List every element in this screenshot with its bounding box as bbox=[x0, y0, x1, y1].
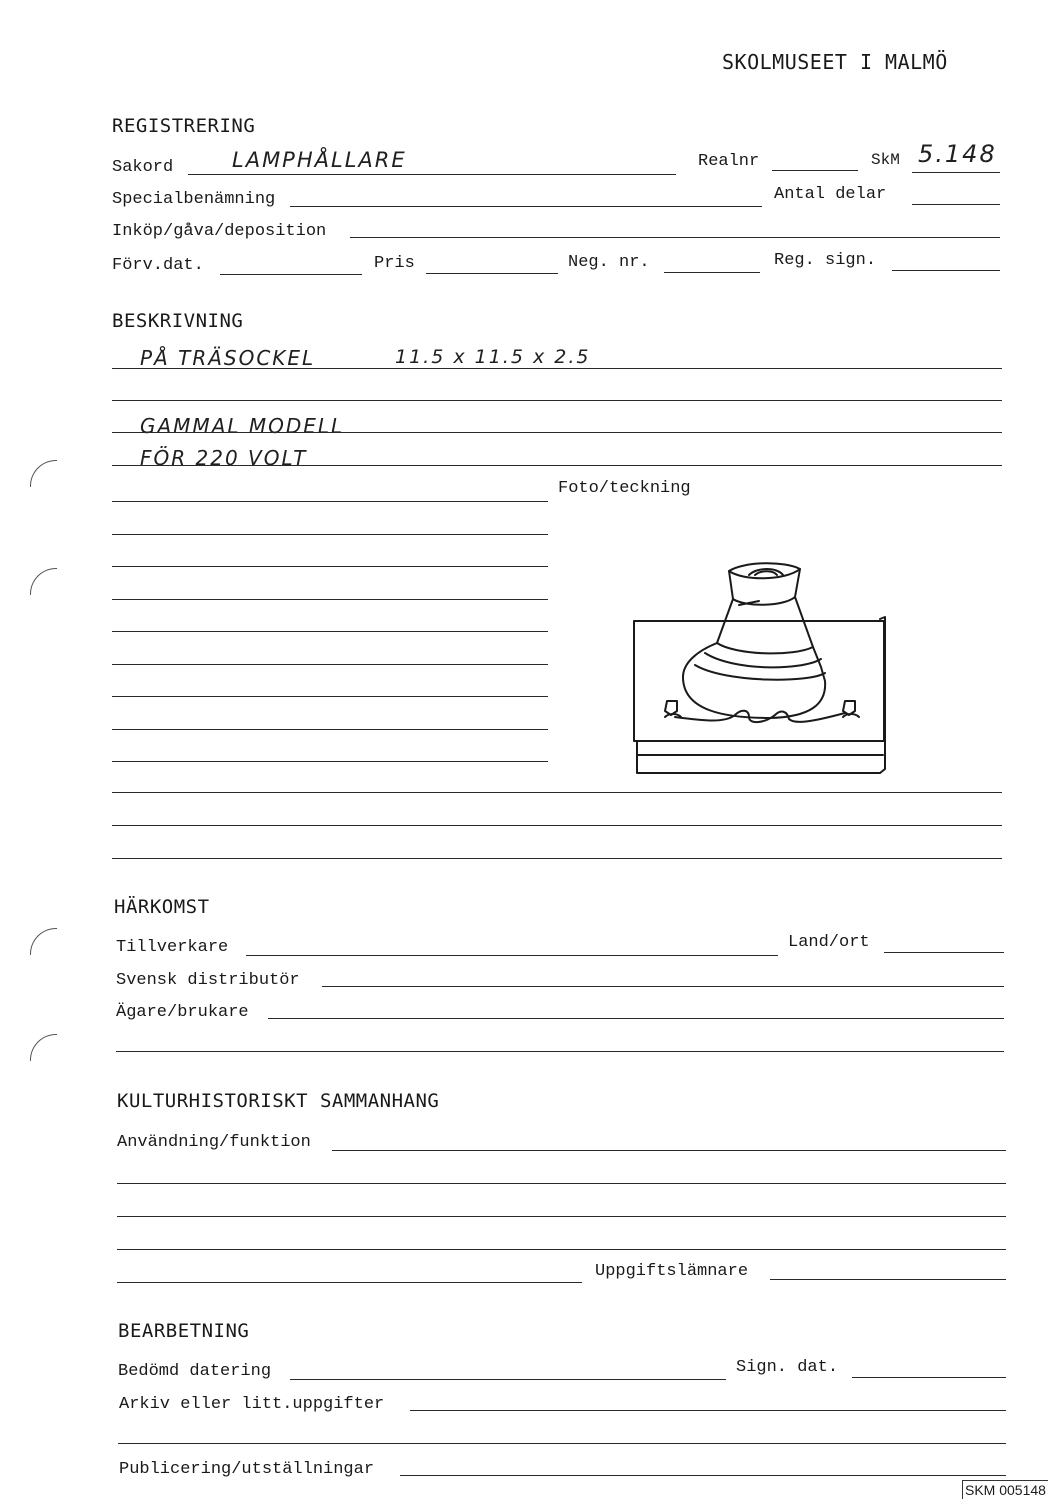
tillverkare-line bbox=[246, 955, 778, 956]
tillverkare-label: Tillverkare bbox=[116, 938, 229, 957]
regsign-line bbox=[892, 270, 1000, 271]
realnr-line bbox=[772, 170, 858, 171]
beskrivning-line-8 bbox=[112, 599, 548, 600]
beskrivning-line-6 bbox=[112, 534, 548, 535]
section-heading-beskrivning: BESKRIVNING bbox=[112, 310, 244, 332]
archive-id-stamp: SKM 005148 bbox=[962, 1480, 1048, 1499]
negnr-line bbox=[664, 272, 760, 273]
beskrivning-line3-text: GAMMAL MODELL bbox=[140, 414, 345, 438]
anvandning-line bbox=[332, 1150, 1006, 1151]
signdat-line bbox=[852, 1377, 1006, 1378]
arkiv-label: Arkiv eller litt.uppgifter bbox=[119, 1395, 385, 1414]
beskrivning-line-7 bbox=[112, 566, 548, 567]
section-heading-kultur: KULTURHISTORISKT SAMMANHANG bbox=[117, 1090, 440, 1112]
beskrivning-line-1 bbox=[112, 368, 1002, 369]
landort-line bbox=[884, 952, 1004, 953]
beskrivning-line-9 bbox=[112, 631, 548, 632]
punch-hole-mark bbox=[30, 1034, 57, 1061]
beskrivning-line-12 bbox=[112, 729, 548, 730]
beskrivning-line1-text: PÅ TRÄSOCKEL bbox=[140, 346, 316, 370]
beskrivning-line-3 bbox=[112, 432, 1002, 433]
beskrivning-line-5 bbox=[112, 501, 548, 502]
datering-label: Bedömd datering bbox=[118, 1362, 272, 1381]
arkiv-line bbox=[410, 1410, 1006, 1411]
distributor-label: Svensk distributör bbox=[116, 971, 300, 990]
uppgift-line bbox=[770, 1279, 1006, 1280]
sakord-label: Sakord bbox=[112, 158, 174, 177]
beskrivning-line-11 bbox=[112, 696, 548, 697]
beskrivning-dimensions: 11.5 x 11.5 x 2.5 bbox=[395, 346, 591, 368]
anvandning-label: Användning/funktion bbox=[117, 1133, 311, 1152]
forvdat-line bbox=[220, 274, 362, 275]
beskrivning-line-14 bbox=[112, 792, 1002, 793]
realnr-label: Realnr bbox=[698, 152, 760, 171]
institution-title: SKOLMUSEET I MALMÖ bbox=[722, 50, 948, 74]
kultur-line-5 bbox=[117, 1282, 582, 1283]
beskrivning-line-13 bbox=[112, 761, 548, 762]
beskrivning-line4-text: FÖR 220 VOLT bbox=[140, 446, 308, 470]
kultur-line-4 bbox=[117, 1249, 1006, 1250]
skm-line bbox=[912, 172, 1000, 173]
beskrivning-line-10 bbox=[112, 664, 548, 665]
beskrivning-line-16 bbox=[112, 858, 1002, 859]
antal-delar-label: Antal delar bbox=[774, 185, 887, 204]
skm-value: 5.148 bbox=[918, 140, 997, 168]
section-heading-bearbetning: BEARBETNING bbox=[118, 1320, 250, 1342]
skm-label: SkM bbox=[871, 151, 900, 169]
pris-line bbox=[426, 273, 558, 274]
specialbenamning-label: Specialbenämning bbox=[112, 190, 276, 209]
harkomst-extra-line bbox=[116, 1051, 1004, 1052]
agare-label: Ägare/brukare bbox=[116, 1003, 249, 1022]
uppgift-label: Uppgiftslämnare bbox=[595, 1262, 749, 1281]
section-heading-registrering: REGISTRERING bbox=[112, 115, 256, 137]
distributor-line bbox=[322, 986, 1004, 987]
pris-label: Pris bbox=[374, 254, 415, 273]
bearbetning-extra-line bbox=[118, 1443, 1006, 1444]
kultur-line-2 bbox=[117, 1183, 1006, 1184]
punch-hole-mark bbox=[30, 928, 57, 955]
signdat-label: Sign. dat. bbox=[736, 1358, 839, 1377]
section-heading-harkomst: HÄRKOMST bbox=[114, 896, 210, 918]
datering-line bbox=[290, 1379, 726, 1380]
sakord-value: LAMPHÅLLARE bbox=[232, 148, 407, 172]
specialbenamning-line bbox=[290, 206, 762, 207]
inkop-line bbox=[350, 237, 1000, 238]
beskrivning-line-15 bbox=[112, 825, 1002, 826]
inkop-label: Inköp/gåva/deposition bbox=[112, 222, 327, 241]
agare-line bbox=[268, 1018, 1004, 1019]
foto-label: Foto/teckning bbox=[558, 479, 691, 498]
kultur-line-3 bbox=[117, 1216, 1006, 1217]
antal-delar-line bbox=[912, 204, 1000, 205]
punch-hole-mark bbox=[30, 460, 57, 487]
sakord-line bbox=[188, 174, 676, 175]
lamp-holder-drawing bbox=[625, 555, 895, 785]
beskrivning-line-4 bbox=[112, 465, 1002, 466]
negnr-label: Neg. nr. bbox=[568, 253, 650, 272]
beskrivning-line-2 bbox=[112, 400, 1002, 401]
regsign-label: Reg. sign. bbox=[774, 251, 877, 270]
landort-label: Land/ort bbox=[788, 933, 870, 952]
publicering-label: Publicering/utställningar bbox=[119, 1460, 375, 1479]
forvdat-label: Förv.dat. bbox=[112, 256, 204, 275]
publicering-line bbox=[400, 1475, 1006, 1476]
punch-hole-mark bbox=[30, 568, 57, 595]
